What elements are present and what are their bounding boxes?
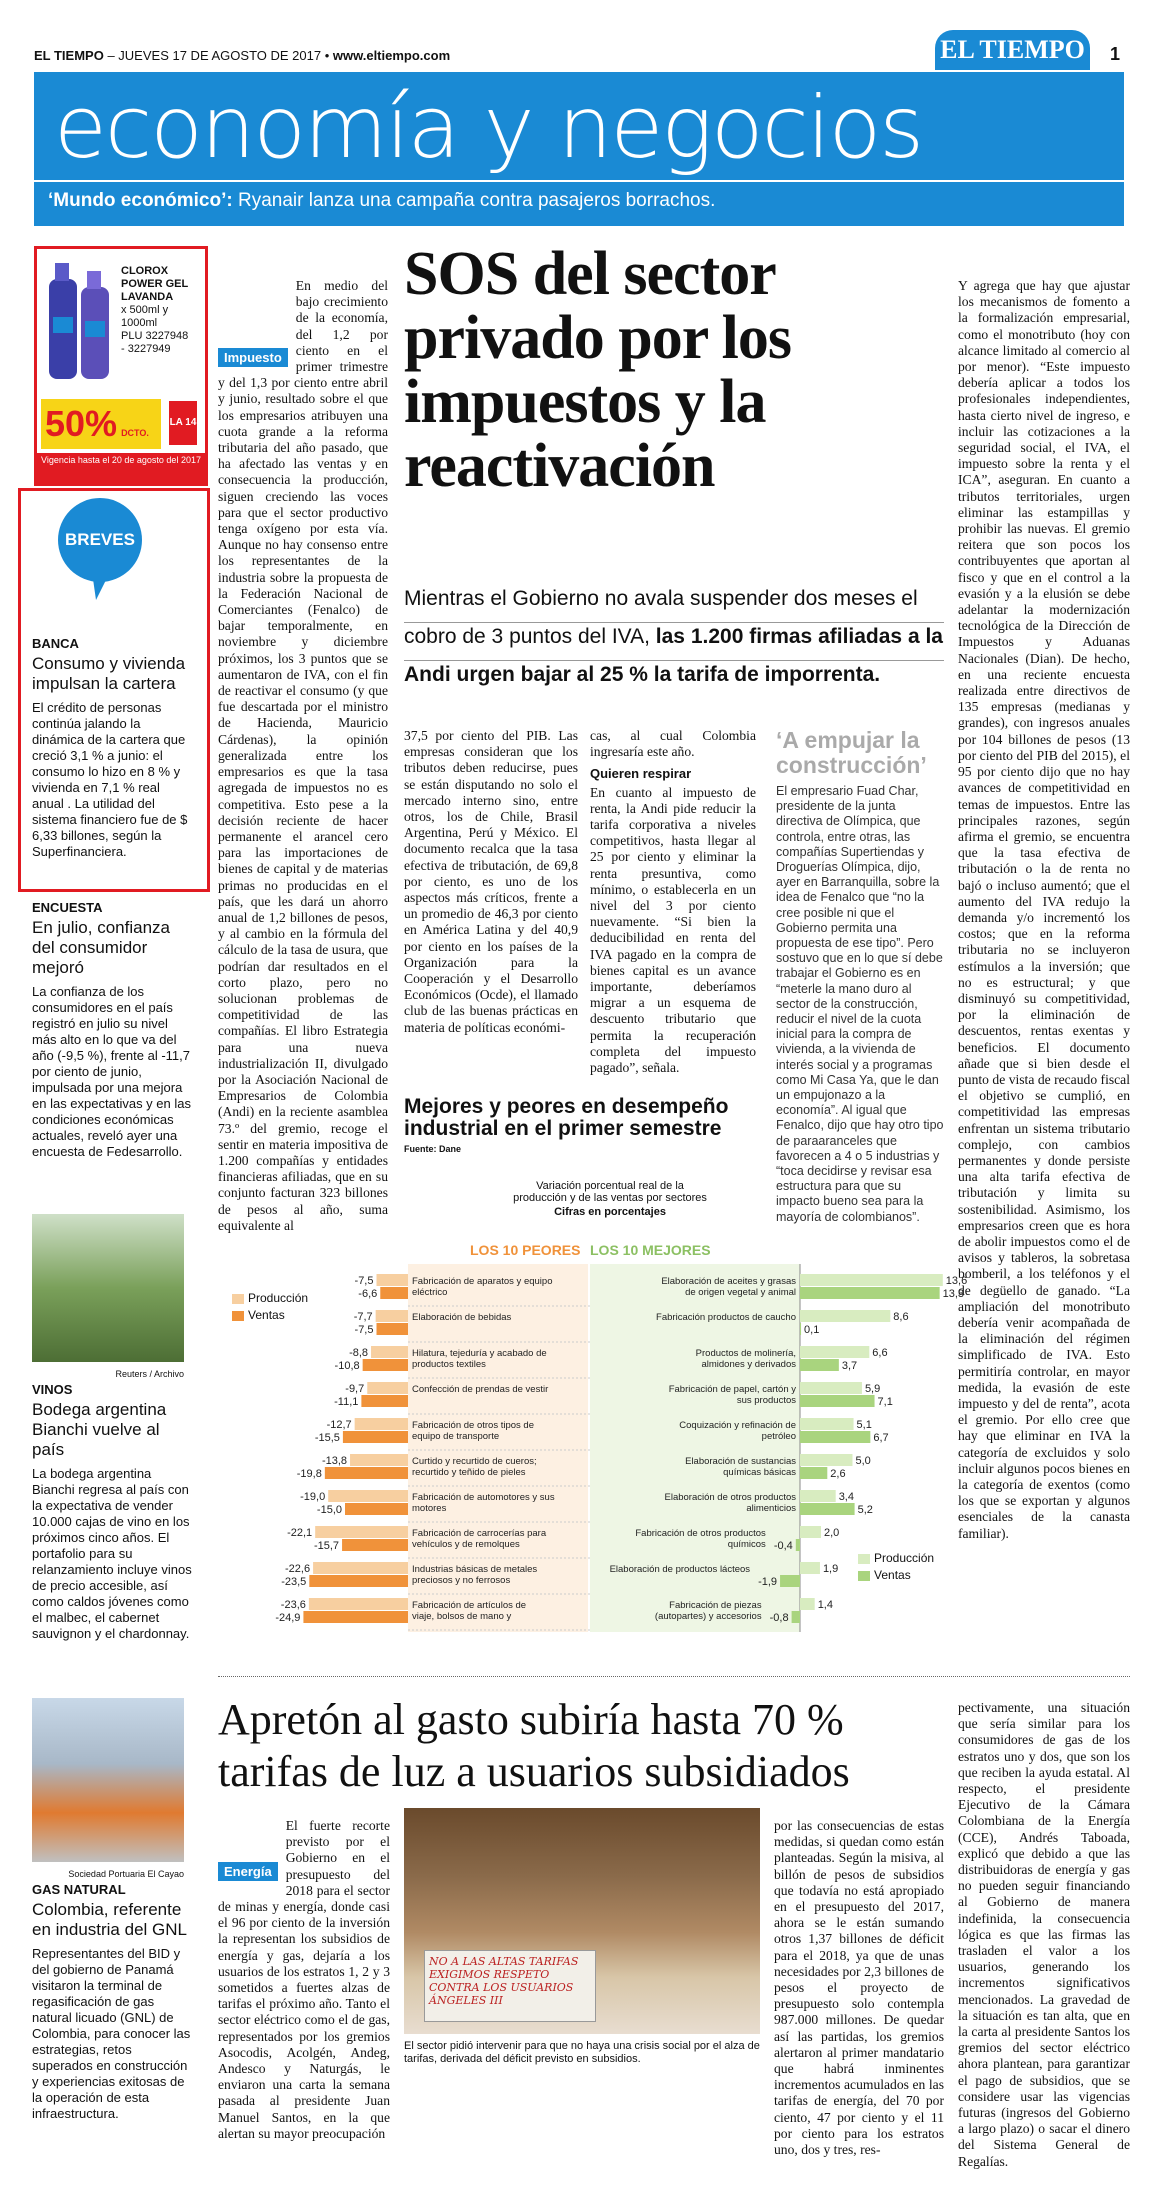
worst-value-production: -8,8: [349, 1347, 369, 1359]
best-category-label: Elaboración de otros productos: [664, 1492, 796, 1503]
worst-category-label: Hilatura, tejeduría y acabado de: [412, 1348, 547, 1359]
worst-value-sales: -15,7: [313, 1540, 340, 1552]
best-bar-sales: [800, 1323, 801, 1335]
main-column-right: [958, 278, 1130, 1542]
best-value-sales: 13,3: [942, 1288, 965, 1300]
best-value-production: 8,6: [893, 1311, 909, 1323]
worst-category-label: Curtido y recurtido de cueros;: [412, 1456, 537, 1467]
worst-bar-production: [350, 1454, 408, 1466]
ad-plu1: PLU 3227948: [121, 330, 189, 342]
discount-note: DCTO.: [121, 428, 149, 438]
best-category-label: Fabricación de papel, cartón y: [668, 1384, 796, 1395]
best-bar-production: [800, 1310, 890, 1322]
worst-category-label: recurtido y teñido de pieles: [412, 1467, 526, 1478]
photo-credit: Sociedad Portuaria El Cayao: [68, 1869, 184, 1879]
chart-source: Fuente: Dane: [404, 1144, 462, 1154]
best-bar-sales: [780, 1575, 800, 1587]
worst-category-label: preciosos y no ferrosos: [412, 1575, 511, 1586]
worst-bar-production: [376, 1310, 408, 1322]
best-bar-production: [800, 1454, 853, 1466]
brief-kicker: VINOS: [32, 1382, 73, 1397]
best-value-sales: -0,8: [769, 1612, 789, 1624]
worst-bar-production: [309, 1598, 408, 1610]
worst-value-sales: -6,6: [358, 1288, 378, 1300]
legend-label: Ventas: [248, 1308, 285, 1322]
worst-value-production: -13,8: [321, 1455, 348, 1467]
best-category-label: Fabricación de otros productos: [635, 1528, 766, 1539]
discount-value: 50%: [45, 403, 118, 444]
best-category-label: alimenticios: [746, 1503, 796, 1514]
subhead: Quieren respirar: [590, 766, 692, 782]
brief-text: El crédito de personas continúa jalando la dinámica de la cartera que creció 3,1 % a junio: el consumo lo hizo en 8 % y vivienda en 7,1 % real anual . La utilidad del sistema financiero fue de $ 6,33 billones, según la Superfinanciera.: [32, 700, 188, 859]
best-value-sales: 7,1: [877, 1396, 893, 1408]
best-value-sales: 0,1: [804, 1324, 820, 1336]
worst-bar-sales: [345, 1503, 408, 1515]
column-text: El fuerte recorte previsto por el Gobierno en el presupuesto del 2018 para el sector de minas y energía, donde casi el 96 por ciento de la inversión la representan los subsidios de energía y gas, dejaría a los usuarios de los estratos 1, 2 y 3 sometidos a fuertes alzas de tarifas el próximo año. Tanto el sector eléctrico como el de gas, representados por los gremios Asocodis, Acolgén, Andeg, Andesco y Naturgás, le enviaron una carta la semana pasada al presidente Juan Manuel Santos, en la que alertan su mayor preocupación: [218, 1818, 390, 2141]
section-title: economía y negocios: [54, 78, 923, 178]
sidebar-title: ‘A empujar la construcción’: [776, 727, 927, 778]
issue-date: JUEVES 17 DE AGOSTO DE 2017: [118, 48, 322, 63]
discount-badge: [41, 399, 161, 449]
column-text: cas, al cual Colombia ingresaría este año.: [590, 728, 756, 760]
worst-bar-sales: [380, 1287, 408, 1299]
worst-category-label: equipo de transporte: [412, 1431, 500, 1442]
best-bar-sales: [800, 1503, 855, 1515]
best-value-production: 3,4: [838, 1491, 854, 1503]
best-bar-sales: [792, 1611, 800, 1623]
paper-name: EL TIEMPO: [34, 48, 104, 63]
main-column-1: [218, 278, 388, 1234]
photo-caption: El sector pidió intervenir para que no haya una crisis social por el alza de tarifas, derivada del déficit previsto en subsidios.: [404, 2040, 760, 2065]
best-bar-sales: [800, 1467, 827, 1479]
brief-encuesta[interactable]: [32, 900, 194, 1160]
best-bar-production: [800, 1562, 820, 1574]
brief-headline: En julio, confianza del consumidor mejoró: [32, 918, 170, 977]
best-category-label: sus productos: [736, 1395, 796, 1406]
worst-value-sales: -15,5: [314, 1432, 340, 1444]
best-value-production: 5,0: [855, 1455, 871, 1467]
worst-bar-production: [315, 1526, 408, 1538]
second-column-1: [218, 1818, 390, 2142]
main-column-2: [404, 728, 578, 1036]
legend-label: Ventas: [874, 1568, 911, 1582]
best-category-label: Elaboración de aceites y grasas: [661, 1276, 796, 1287]
column-text: por las consecuencias de estas medidas, si quedan como están planteadas. Según la misiva, al billón de pesos de subsidios que todavía no está apropiado en el presupuesto del 2017, ahora se le están sumando otros 1,37 billones de déficit para el 2018, ya que de unas necesidades por 2,3 billones de pesos el proyecto de presupuesto solo contempla 987.000 millones. De quedar así las partidas, los gremios alertaron al primer mandatario que habrá inminentes incrementos acumulados en las tarifas de energía, del 70 por ciento, 47 por ciento y el 11 por ciento para los estratos uno, dos y tres, res-: [774, 1818, 944, 2158]
best-bar-sales: [800, 1359, 839, 1371]
protest-sign: [424, 1950, 596, 2022]
best-label: LOS 10 MEJORES: [590, 1242, 711, 1258]
best-value-sales: 2,6: [830, 1468, 846, 1480]
store-logo: LA 14: [169, 401, 197, 445]
worst-bar-production: [328, 1490, 408, 1502]
brief-text: Representantes del BID y del gobierno de Panamá visitaron la terminal de regasificación de gas natural licuado (GNL) de Colombia, para conocer las estrategias, retos superados en construcción y experiencias exitosas de la operación de esta infraestructura.: [32, 1946, 191, 2121]
worst-bar-sales: [325, 1467, 408, 1479]
best-bar-production: [800, 1418, 854, 1430]
brief-gas-natural[interactable]: [32, 1882, 194, 2122]
worst-value-production: -7,7: [353, 1311, 373, 1323]
best-value-production: 13,6: [945, 1275, 968, 1287]
brief-kicker: BANCA: [32, 636, 79, 651]
best-bar-production: [800, 1382, 862, 1394]
worst-bar-sales: [363, 1359, 408, 1371]
best-category-label: Productos de molinería,: [695, 1348, 796, 1359]
worst-category-label: motores: [412, 1503, 447, 1514]
brief-headline: Colombia, referente en industria del GNL: [32, 1900, 187, 1939]
best-value-sales: -0,4: [773, 1540, 793, 1552]
worst-bar-sales: [342, 1539, 408, 1551]
brief-vinos[interactable]: [32, 1382, 194, 1642]
best-bar-sales: [800, 1287, 940, 1299]
worst-category-label: Fabricación de automotores y sus: [412, 1492, 555, 1503]
worst-category-label: viaje, bolsos de mano y: [412, 1611, 512, 1622]
best-value-production: 6,6: [872, 1347, 888, 1359]
best-category-label: químicas básicas: [723, 1467, 796, 1478]
worst-value-sales: -15,0: [316, 1504, 342, 1516]
sign-text: NO A LAS ALTAS TARIFAS EXIGIMOS RESPETO CONTRA LOS USUARIOS ÁNGELES III: [429, 1955, 579, 2007]
worst-value-sales: -23,5: [281, 1576, 307, 1588]
ad-validity: Vigencia hasta el 20 de agosto del 2017: [37, 453, 205, 483]
best-bar-production: [800, 1346, 869, 1358]
ad-plu2: - 3227949: [121, 343, 171, 355]
brief-kicker: GAS NATURAL: [32, 1882, 126, 1897]
worst-bar-sales: [303, 1611, 408, 1623]
best-value-production: 1,4: [817, 1599, 833, 1611]
best-value-sales: 5,2: [857, 1504, 873, 1516]
worst-value-sales: -7,5: [354, 1324, 374, 1336]
worst-bar-sales: [377, 1323, 409, 1335]
worst-value-sales: -11,1: [334, 1396, 359, 1408]
breves-badge: BREVES: [58, 498, 142, 582]
chart-title: Mejores y peores en desempeño industrial en el primer semestre: [404, 1095, 729, 1140]
column-text: En medio del bajo crecimiento de la economía, del 1,2 por ciento en el primer trimestre y del 1,3 por ciento entre abril y junio, resultado sobre el que los empresarios atribuyen una cuota grande a la reforma tributaria del año pasado, que ha afectado las ventas y en consecuencia la producción, siguen creciendo las voces para que el sector productivo tenga oxígeno por esta vía. Aunque no hay consenso entre los representantes de la industria sobre la propuesta de la Federación Nacional de Comerciantes (Fenalco) de bajar temporalmente, en noviembre y diciembre próximos, los 3 puntos que se aumentaron de IVA, con el fin de reactivar el consumo (y que fue descartada por el ministro de Hacienda, Mauricio Cárdenas), la opinión generalizada entre los empresarios es que la tasa agregada de impuestos no es competitiva. Esto pese a la decisión reciente de hacer permanente el arancel cero para las importaciones de bienes de capital y de materias primas no producidas en el país, que les dará un ahorro anual de 1,2 billones de pesos, y al cambio en la fórmula del cálculo de la tasa de usura, que podrían dar resultados en el corto plazo, pero no solucionan problemas de competitividad de las compañías. El libro Estrategia para una nueva industrialización II, divulgado por la Asociación Nacional de Empresarios de Colombia (Andi) en la reciente asamblea 73.º del gremio, recoge el sentir en materia impositiva de 1.200 compañías y entidades financieras afiliadas, que en su conjunto facturan 323 billones de pesos al año, suma equivalente al: [218, 278, 388, 1233]
worst-category-label: Industrias básicas de metales: [412, 1564, 538, 1575]
worst-category-label: Fabricación de artículos de: [412, 1600, 527, 1611]
deck-rule: [404, 622, 944, 623]
worst-bar-sales: [343, 1431, 408, 1443]
deck-bold: las 1.200 firmas afiliadas a la Andi urgen bajar al 25 % la tarifa de imporrenta.: [404, 625, 943, 686]
section-tag: Energía: [218, 1862, 278, 1881]
best-bar-production: [800, 1598, 815, 1610]
worst-category-label: Elaboración de bebidas: [412, 1312, 512, 1323]
worst-value-production: -22,1: [287, 1527, 313, 1539]
worst-category-label: Fabricación de aparatos y equipo: [412, 1276, 553, 1287]
worst-category-label: vehículos y de remolques: [412, 1539, 520, 1550]
worst-category-label: productos textiles: [412, 1359, 486, 1370]
worst-bar-production: [367, 1382, 408, 1394]
worst-bar-sales: [361, 1395, 408, 1407]
section-tag: Impuesto: [218, 348, 288, 367]
teaser-label: ‘Mundo económico’:: [48, 190, 233, 211]
best-bar-production: [800, 1274, 943, 1286]
sidebar-text: El empresario Fuad Char, presidente de la junta directiva de Olímpica, que controla, entre otras, las compañías Supertiendas y Droguerías Olímpica, dijo, ayer en Barranquilla, sobre la idea de Fenalco que “no la cree posible ni que el Gobierno permita una propuesta de ese tipo”. Pero sostuvo que en lo que sí debe trabajar el Gobierno es en “meterle la mano duro al sector de la construcción, reducir el nivel de la cuota inicial para la compra de vivienda, a la vivienda de interés social y a programas como Mi Casa Ya, que le dan un empujonazo a la economía”. Al igual que Fenalco, dijo que hay otro tipo de paraaranceles que favorecen a 4 o 5 industrias y “toca decidirse y revisar esa estructura para que su impacto bueno sea para la mayoría de colombianos”.: [776, 784, 944, 1224]
main-column-3: [590, 728, 756, 1076]
deck-rule: [404, 660, 944, 661]
brief-headline: Consumo y vivienda impulsan la cartera: [32, 654, 186, 693]
main-headline[interactable]: SOS del sector privado por los impuestos y la reactivación: [404, 240, 791, 500]
ad-product: CLOROX POWER GEL LAVANDA: [121, 265, 189, 303]
worst-value-sales: -24,9: [275, 1612, 301, 1624]
legend-label: Producción: [248, 1291, 309, 1305]
worst-label: LOS 10 PEORES: [470, 1242, 581, 1258]
best-category-label: almidones y derivados: [701, 1359, 796, 1370]
brand-logo: EL TIEMPO: [935, 30, 1090, 70]
column-text: Y agrega que hay que ajustar los mecanismos de fomento a la formalización empresarial, como el monotributo (hoy con alcance limitado al comercio al por menor). “Este impuesto debería aplicar a todos los profesionales independientes, hasta cierto nivel de ingreso, e incluir las cotizaciones a la seguridad social, el IVA, el impuesto sobre la renta y el ICA”, aseguran. En cuanto a tributos territoriales, urgen eliminar las estampillas y prohibir las nuevas. El gremio reitera que son pocos los contribuyentes que aportan al fisco y que en el control a la evasión y a la elusión se debe adelantar la modernización tecnológica de la Dirección de Impuestos y Aduanas Nacionales (Dian). De hecho, en una reciente encuesta realizada entre directivos de 135 empresas (medianas y grandes), con ingresos anuales por 104 billones de pesos (13 por ciento del PIB del 2015), el 95 por ciento dijo que no hay avances de competitividad en temas de impuestos. Entre las principales razones, según afirma el gremio, se encuentra que la tasa efectiva de tributación o la de renta no bajó o incluso aumentó; que el aumento del IVA redujo la demanda y/o incrementó los costos; que en la reforma tributaria no se incluyeron estímulos a la inversión; que no es estructural; y que disminuyó su competitividad, por la eliminación de descuentos, rentas exentas y beneficios. El documento añade que si bien desde el punto de vista de recaudo fiscal el objetivo se cumplió, en competitividad las empresas enfrentan un sistema tributario complejo, con cambios permanentes y donde persiste una alta tarifa efectiva de tributación y limita su sostenibilidad. Asimismo, los empresarios creen que es hora de abolir impuestos como el de avisos y tableros, la sobretasa bomberil, a los teléfonos y el de degüello de ganado. “La ampliación del monotributo debería venir acompañada de la eliminación del régimen simplificado de IVA. Esto permitiría controlar, en mayor medida, la evasión de este impuesto y del de renta”, acota el gremio. Por ello cree que hay que eliminar en IVA la categoría de excluidos y solo incluir algunos pocos bienes en la categoría de exentos (como los que se exportan y algunos esenciales de la canasta familiar).: [958, 278, 1130, 1541]
top-bar: EL TIEMPO – JUEVES 17 DE AGOSTO DE 2017 • www.eltiempo.com: [34, 48, 451, 63]
worst-value-production: -19,0: [300, 1491, 326, 1503]
worst-value-production: -23,6: [280, 1599, 306, 1611]
best-category-label: de origen vegetal y animal: [685, 1287, 796, 1298]
best-value-sales: -1,9: [758, 1576, 778, 1588]
worst-value-production: -12,7: [326, 1419, 352, 1431]
worst-bar-production: [313, 1562, 408, 1574]
brief-kicker: ENCUESTA: [32, 900, 103, 915]
best-category-label: Elaboración de sustancias: [685, 1456, 796, 1467]
chart-unit: Cifras en porcentajes: [554, 1206, 666, 1218]
best-value-sales: 6,7: [873, 1432, 889, 1444]
worst-category-label: Fabricación de otros tipos de: [412, 1420, 534, 1431]
best-category-label: Elaboración de productos lácteos: [609, 1564, 751, 1575]
chart-subtitle: Variación porcentual real de la producción y de las ventas por sectores: [513, 1180, 707, 1204]
worst-bar-production: [377, 1274, 409, 1286]
best-category-label: Fabricación productos de caucho: [656, 1312, 796, 1323]
best-bar-sales: [800, 1395, 875, 1407]
brief-banca[interactable]: [32, 636, 194, 860]
worst-bar-sales: [309, 1575, 408, 1587]
brief-text: La confianza de los consumidores en el país registró en julio su nivel más alto en lo que va del año (-9,5 %), frente al -11,7 por ciento de junio, impulsada por una mejora en las expectativas y en las condiciones económicas actuales, reveló ayer una encuesta de Fedesarrollo.: [32, 984, 191, 1159]
teaser[interactable]: [48, 190, 715, 212]
best-value-production: 5,9: [864, 1383, 881, 1395]
section-divider: [218, 1676, 1130, 1678]
second-column-3: [958, 1700, 1130, 2170]
worst-bar-production: [355, 1418, 408, 1430]
worst-value-sales: -10,8: [334, 1360, 360, 1372]
column-text: pectivamente, una situación que sería similar para los consumidores de gas de los estratos uno y dos, que son los que reciben la ayuda estatal. Al respecto, el presidente Ejecutivo de la Cámara Colombiana de la Energía (CCE), Andrés Taboada, explicó que debido a que las distribuidoras de energía y gas no pueden seguir financiando al Gobierno de manera indefinida, la consecuencia lógica es que las firmas las trasladen el valor a los usuarios, generando los incrementos significativos mencionados. La gravedad de la situación es tan alta, que en la carta al presidente Santos los gremios del sector eléctrico ahora plantean, para garantizar el pago de subsidios, que se considere usar las vigencias futuras (ingresos del Gobierno a largo plazo) o sacar el dinero del Sistema General de Regalías.: [958, 1700, 1130, 2169]
best-category-label: (autopartes) y accesorios: [654, 1611, 762, 1622]
second-column-2: [774, 1818, 944, 2158]
worst-bar-production: [371, 1346, 408, 1358]
second-headline[interactable]: Apretón al gasto subiría hasta 70 % tarifas de luz a usuarios subsidiados: [218, 1695, 850, 1796]
bubble-tail-icon: [88, 572, 114, 602]
column-text: 37,5 por ciento del PIB. Las empresas consideran que los tributos deben reducirse, pues se están disputando no solo el mercado interno sino, entre otros, los de Chile, Brasil Argentina, Perú y México. El documento recalca que la tasa efectiva de tributación, de 69,8 por ciento, es uno de los aspectos más críticos, frente a un promedio de 46,3 por ciento en América Latina y del 40,9 por ciento en los países de la Organización para la Cooperación y el Desarrollo Económicos (Ocde), el llamado club de las buenas prácticas en materia de políticas económi-: [404, 728, 578, 1035]
teaser-text: Ryanair lanza una campaña contra pasajeros borrachos.: [238, 190, 716, 211]
worst-category-label: Fabricación de carrocerías para: [412, 1528, 547, 1539]
best-value-sales: 3,7: [841, 1360, 858, 1372]
column-text: En cuanto al impuesto de renta, la Andi pide reducir la tarifa corporativa a niveles competitivos, hasta llegar al 25 por ciento y eliminar la renta presuntiva, como mínimo, o establecerla en un nivel del 3 por ciento nuevamente. “Si bien la deducibilidad en renta del IVA pagado en la compra de bienes capital es un avance importante, deberíamos migrar a un esquema de descuento tributario que permita la recuperación completa del impuesto pagado”, señala.: [590, 784, 756, 1076]
main-deck: [404, 580, 944, 694]
vineyard-photo: [32, 1214, 184, 1362]
deck-plain: Mientras el Gobierno no avala suspender dos meses el cobro de 3 puntos del IVA,: [404, 587, 918, 648]
legend-label: Producción: [874, 1551, 935, 1565]
page-number: 1: [1110, 44, 1121, 64]
worst-value-production: -7,5: [354, 1275, 374, 1287]
worst-category-label: Confección de prendas de vestir: [412, 1384, 549, 1395]
best-value-production: 2,0: [824, 1527, 840, 1539]
photo-credit: Reuters / Archivo: [115, 1369, 184, 1379]
best-bar-production: [800, 1490, 836, 1502]
brief-text: La bodega argentina Bianchi regresa al país con la expectativa de vender 10.000 cajas de vino en los próximos cinco años. El portafolio para su relanzamiento incluye vinos de precio accesible, así como caldos jóvenes como el malbec, el cabernet sauvignon y el chardonnay.: [32, 1466, 192, 1641]
best-bar-sales: [796, 1539, 800, 1551]
worst-value-production: -22,6: [285, 1563, 311, 1575]
gas-terminal-photo: [32, 1698, 184, 1862]
best-value-production: 1,9: [822, 1563, 839, 1575]
worst-value-sales: -19,8: [296, 1468, 322, 1480]
worst-value-production: -9,7: [345, 1383, 365, 1395]
ad-sizes: x 500ml y 1000ml: [121, 304, 169, 329]
brief-headline: Bodega argentina Bianchi vuelve al país: [32, 1400, 167, 1459]
best-bar-sales: [800, 1431, 870, 1443]
industrial-chart: [218, 1264, 968, 1654]
product-bottles: [45, 257, 115, 387]
best-category-label: químicos: [727, 1539, 766, 1550]
best-value-production: 5,1: [856, 1419, 872, 1431]
clorox-ad[interactable]: [34, 246, 208, 486]
best-category-label: Fabricación de piezas: [669, 1600, 762, 1611]
site-url[interactable]: www.eltiempo.com: [332, 48, 451, 63]
worst-category-label: eléctrico: [412, 1287, 448, 1298]
best-bar-production: [800, 1526, 821, 1538]
best-category-label: petróleo: [761, 1431, 796, 1442]
best-category-label: Coquización y refinación de: [679, 1420, 796, 1431]
sidebar-construccion[interactable]: [776, 728, 944, 1225]
